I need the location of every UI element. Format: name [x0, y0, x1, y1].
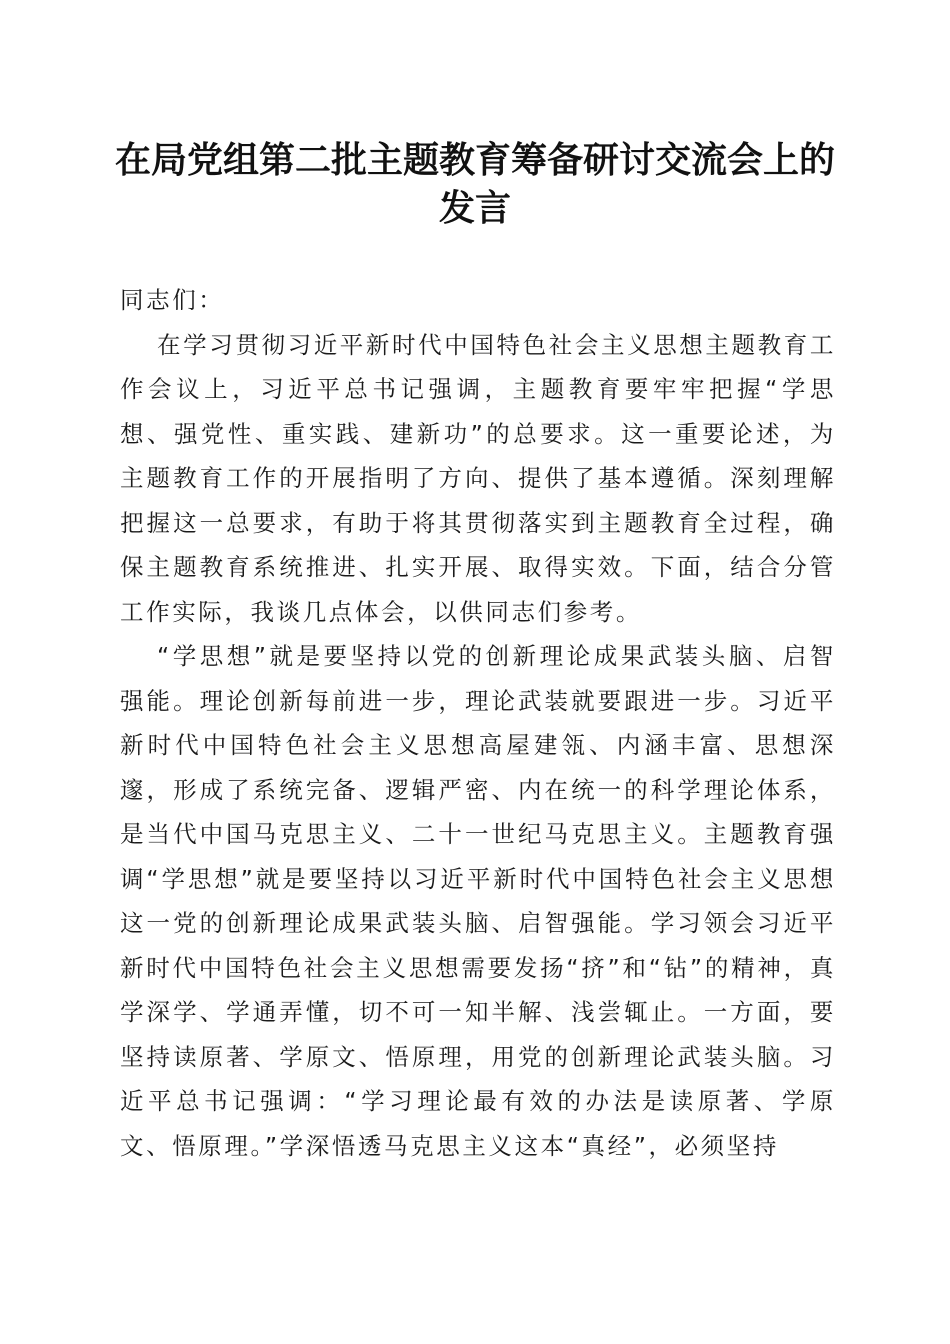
salutation: 同志们： [120, 286, 225, 314]
document-title: 在局党组第二批主题教育筹备研讨交流会上的发言 [114, 139, 835, 229]
paragraph-intro: 在学习贯彻习近平新时代中国特色社会主义思想主题教育工作会议上，习近平总书记强调，主题教育要牢牢把握“学思想、强党性、重实践、建新功”的总要求。这一重要论述，为主题教育工作的开展指明了方向、提供了基本遵循。深刻理解把握这一总要求，有助于将其贯彻落实到主题教育全过程，确保主题教育系统推进、扎实开展、取得实效。下面，结合分管工作实际，我谈几点体会，以供同志们参考。 [120, 330, 836, 626]
paragraph-study-thought: “学思想”就是要坚持以党的创新理论成果武装头脑、启智强能。理论创新每前进一步，理论武装就要跟进一步。习近平新时代中国特色社会主义思想高屋建瓴、内涵丰富、思想深邃，形成了系统完备、逻辑严密、内在统一的科学理论体系，是当代中国马克思主义、二十一世纪马克思主义。主题教育强调“学思想”就是要坚持以习近平新时代中国特色社会主义思想这一党的创新理论成果武装头脑、启智强能。学习领会习近平新时代中国特色社会主义思想需要发扬“挤”和“钻”的精神，真学深学、学通弄懂，切不可一知半解、浅尝辄止。一方面，要坚持读原著、学原文、悟原理，用党的创新理论武装头脑。习近平总书记强调：“学习理论最有效的办法是读原著、学原文、悟原理。”学深悟透马克思主义这本“真经”，必须坚持 [120, 642, 836, 1160]
document-body [120, 278, 836, 1168]
